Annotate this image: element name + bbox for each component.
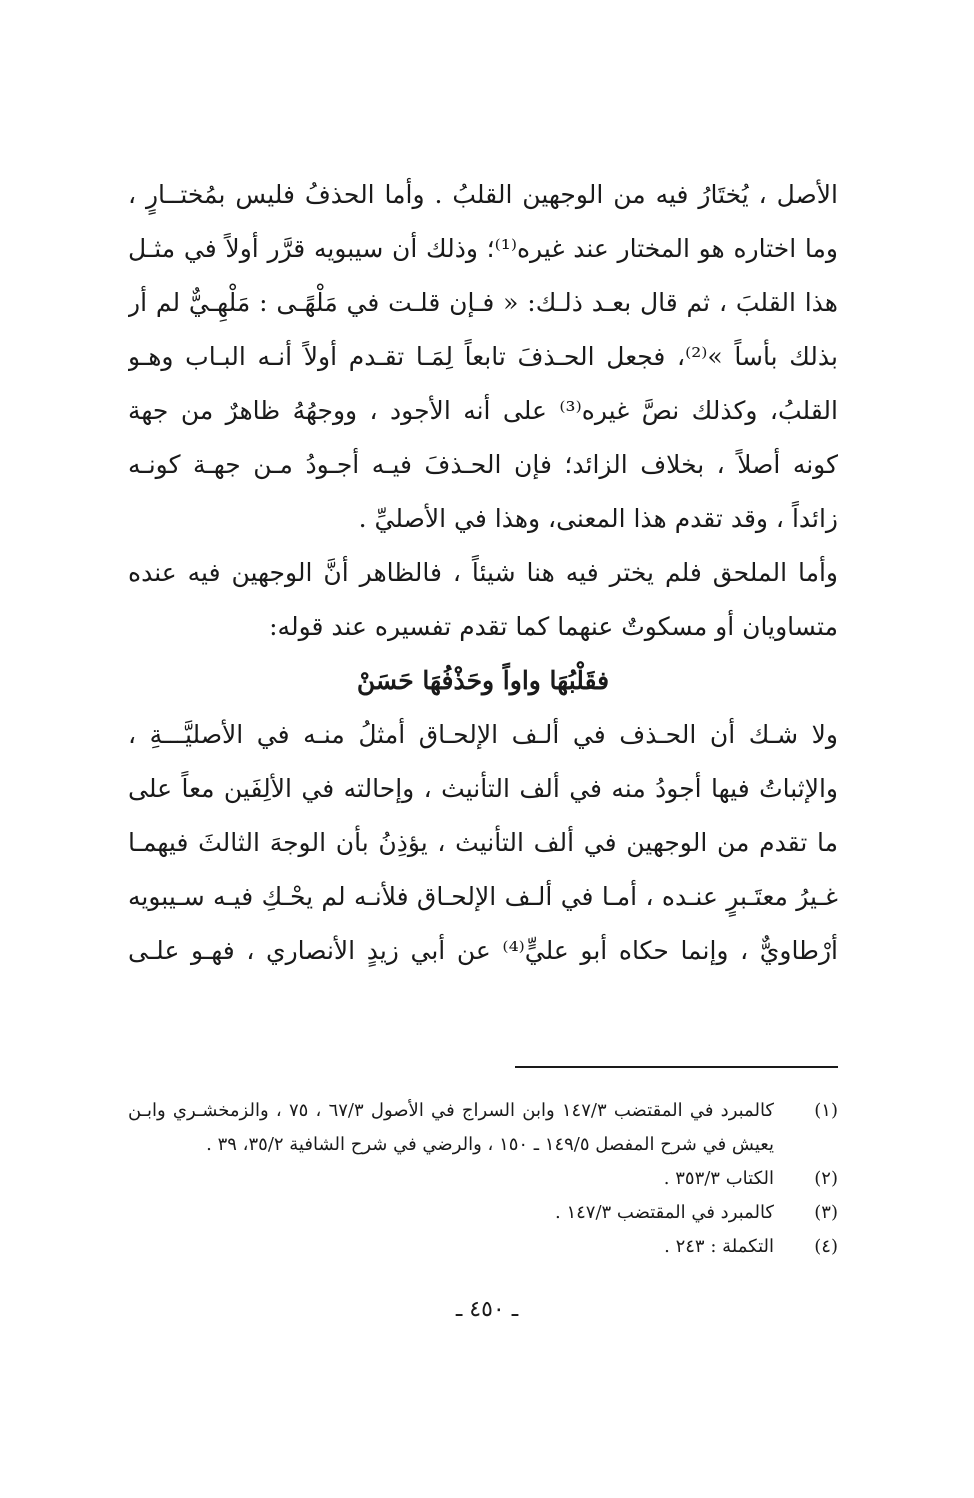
footnote bbox=[128, 1196, 838, 1230]
footnote bbox=[128, 1162, 838, 1196]
footnote-line: كالمبرد في المقتضب ١٤٧/٣ . bbox=[554, 1202, 774, 1223]
text-line: وما اختاره هو المختار عند غيره⁽¹⁾؛ وذلك أن سيبويه قرَّر أولاً في مثـل bbox=[128, 234, 838, 263]
main-text bbox=[128, 168, 838, 978]
page-number: ـ ٤٥٠ ـ bbox=[455, 1297, 519, 1322]
text-line: أرْطاويٌّ ، وإنما حكاه أبو عليٍّ⁽⁴⁾ عن أبي زيدٍ الأنصاري ، فهـو علـى bbox=[128, 936, 838, 965]
footnotes bbox=[128, 1094, 838, 1264]
footnote-line: الكتاب ٣٥٣/٣ . bbox=[663, 1168, 774, 1189]
text-line: هذا القلبَ ، ثم قال بعـد ذلـك: « فـإن قلـت في مَلْهًـى : مَلْهِـيٌّ لم أر bbox=[128, 288, 838, 317]
text-line: وأما الملحق فلم يختر فيه هنا شيئاً ، فالظاهر أنَّ الوجهين فيه عنده bbox=[128, 558, 838, 587]
footnote-text bbox=[128, 1094, 788, 1162]
footnote-number: (٣) bbox=[814, 1202, 838, 1223]
text-line: ولا شـك أن الحـذف في ألـف الإلحـاق أمثلُ منـه في الأصليَّـــةِ ، bbox=[128, 720, 838, 749]
footnote-number: (٤) bbox=[814, 1236, 838, 1257]
footnote-line: يعيش في شرح المفصل ١٤٩/٥ ـ ١٥٠ ، والرضي في شرح الشافية ٣٥/٢، ٣٩ . bbox=[206, 1134, 774, 1155]
footnote-text bbox=[128, 1230, 788, 1264]
text-line: زائداً ، وقد تقدم هذا المعنى، وهذا في الأصليِّ . bbox=[358, 504, 838, 533]
text-line: ما تقدم من الوجهين في ألف التأنيث ، يؤذِنُ بأن الوجهَ الثالثَ فيهمـا bbox=[128, 828, 838, 857]
verse-line: فقَلْبُهَا واواً وحَذْفُهَا حَسَنْ bbox=[356, 666, 610, 695]
text-line: كونه أصلاً ، بخلاف الزائد؛ فإن الحـذفَ فيـه أجـودُ مـن جهـة كونـه bbox=[128, 450, 838, 479]
footnote-number: (١) bbox=[814, 1100, 838, 1121]
footnote-number: (٢) bbox=[814, 1168, 838, 1189]
footnote-text bbox=[128, 1162, 788, 1196]
footnote bbox=[128, 1094, 838, 1162]
text-line: الأصل ، يُختَارُ فيه من الوجهين القلبُ . وأما الحذفُ فليس بمُختــارٍ ، bbox=[128, 180, 838, 209]
footnote-separator bbox=[515, 1066, 838, 1068]
footnote-text bbox=[128, 1196, 788, 1230]
text-line: بذلك بأساً »⁽²⁾، فجعل الحـذفَ تابعاً لِمَـا تقـدم أولاً أنـه البـاب وهـو bbox=[128, 342, 838, 371]
text-line: متساويان أو مسكوتٌ عنهما كما تقدم تفسيره عند قوله: bbox=[269, 612, 838, 641]
text-line: والإثباتُ فيها أجودُ منه في ألف التأنيث ، وإحالته في الألِفَين معاً على bbox=[128, 774, 838, 803]
text-line: غـيرُ معتَـبرٍ عنـده ، أمـا في ألـف الإلحـاق فلأنـه لم يحْـكِ فيـه سـيبويه bbox=[128, 882, 838, 911]
footnote bbox=[128, 1230, 838, 1264]
footnote-line: كالمبرد في المقتضب ١٤٧/٣ وابن السراج في الأصول ٦٧/٣ ، ٧٥ ، والزمخشـري وابـن bbox=[128, 1100, 774, 1121]
text-line: القلبُ، وكذلك نصَّ غيره⁽³⁾ على أنه الأجود ، ووجهُهُ ظاهرٌ من جهة bbox=[128, 396, 838, 425]
footnote-line: التكملة : ٢٤٣ . bbox=[664, 1236, 774, 1257]
